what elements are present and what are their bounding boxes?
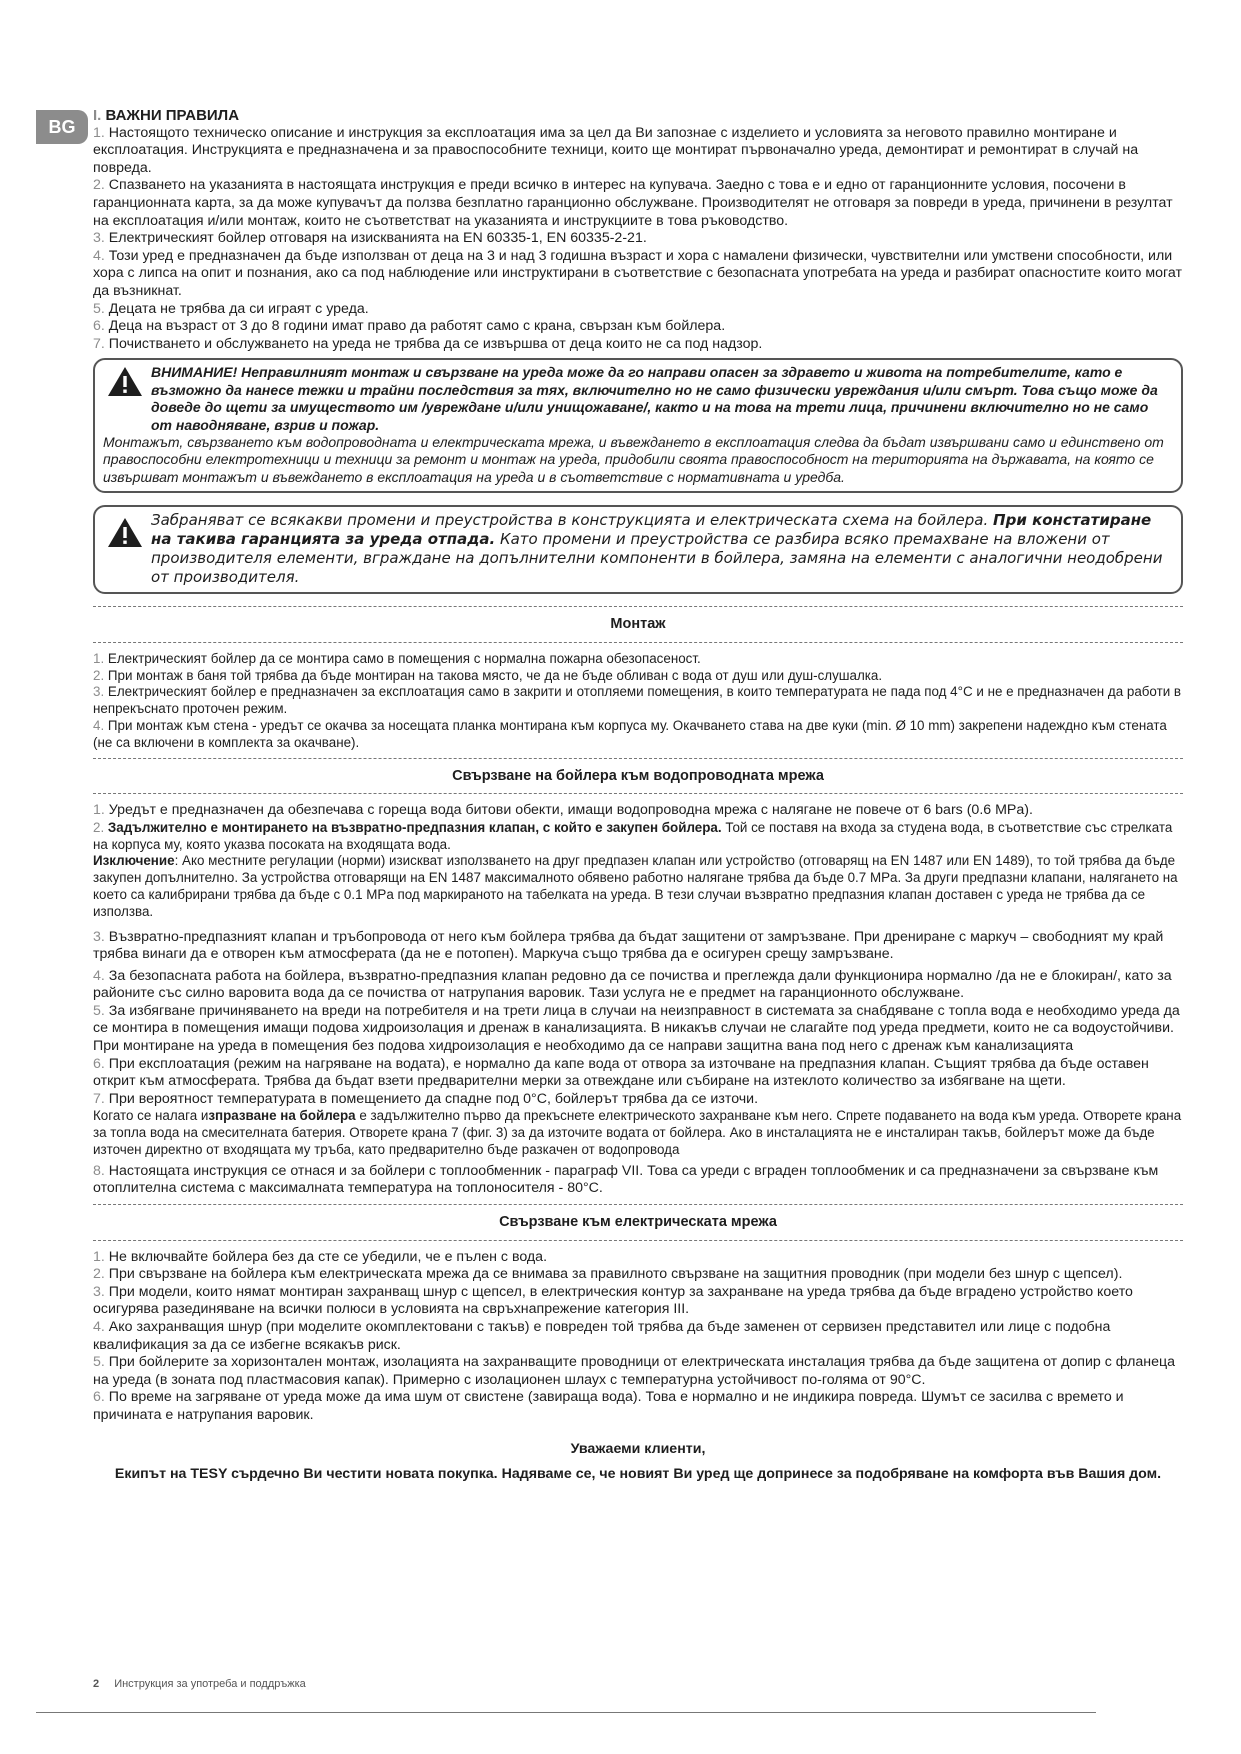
item-text: Възвратно-предпазният клапан и тръбопровода от него към бойлера трябва да бъдат защитени от замръзване. При дрениране с маркуч – свободният му край трябва винаги да е отворен към атмосферата (да не е потопен). Маркуча също трябва да е осигурен срещу замръзване.: [93, 928, 1164, 963]
item-number: 2.: [93, 819, 105, 835]
item-number: 3.: [93, 230, 105, 247]
rule-item: [93, 248, 1183, 301]
warning-text-bold: При констатиране на такива гаранцията за уреда отпада.: [151, 511, 1152, 549]
item-text: Електрическият бойлер отговаря на изискванията на EN 60335-1, EN 60335-2-21.: [108, 230, 647, 247]
language-tab: BG: [36, 110, 88, 144]
rules-list: [93, 125, 1183, 354]
item-text: Децата не трябва да си играят с уреда.: [108, 300, 369, 317]
item-number: 3.: [93, 1283, 105, 1300]
water-item: [93, 1091, 1183, 1109]
electric-list: [93, 1249, 1183, 1425]
item-number: 1.: [93, 802, 105, 819]
spacer: [93, 643, 1183, 651]
item-text: Не включвайте бойлера без да сте се убедили, че е пълен с вода.: [108, 1248, 548, 1265]
item-text: При вероятност температурата в помещението да спадне под 0°C, бойлерът трябва да се източи.: [108, 1090, 759, 1107]
electric-item: [93, 1266, 1183, 1284]
item-number: 5.: [93, 1354, 105, 1371]
item-number: 4.: [93, 1318, 105, 1335]
rule-item: [93, 125, 1183, 178]
rule-item: [93, 230, 1183, 248]
exception-paragraph: [93, 853, 1183, 920]
page-footer: [93, 1678, 306, 1690]
electric-item: [93, 1319, 1183, 1354]
montage-item: [93, 668, 1183, 685]
exception-text: : Ако местните регулации (норми) изискват използването на друг предпазен клапан или устройство (отговарящ на EN 1487 или EN 1489), то той трябва да бъде закупен допълнително. За устройства отговарящи на EN 1487 максималното обявено работно налягане трябва да бъде 0.7 MPa. За други предпазни клапани, налягането на което са калибрирани трябва да бъде с 0.1 MPa под маркираното на табелката на уреда. В тези случаи възвратно предпазния клапан доставен с уреда не трябва да се използва.: [93, 853, 1178, 919]
rule-item: [93, 318, 1183, 336]
item-number: 2.: [93, 177, 105, 194]
section-title-text: ВАЖНИ ПРАВИЛА: [105, 107, 240, 124]
item-number: 1.: [93, 124, 105, 141]
spacer: [93, 1241, 1183, 1249]
montage-item: [93, 684, 1183, 718]
montage-item: [93, 651, 1183, 668]
closing-message: Екипът на TESY сърдечно Ви честити новата покупка. Надяваме се, че новият Ви уред ще допринесе за подобряване на комфорта във Вашия дом.: [114, 1466, 1162, 1483]
item-number: 3.: [93, 928, 105, 945]
warning-text-part2: Като промени и преустройства се разбира всяко премахване на вложени от производителя елементи, вграждане на допълнителни компоненти в бойлера, замяна на елементи с аналогични неодобрени от производителя.: [151, 530, 1163, 587]
warning-triangle-icon: [107, 366, 143, 397]
electric-item: [93, 1284, 1183, 1319]
item-number: 1.: [93, 1248, 105, 1265]
drain-paragraph: [93, 1108, 1183, 1158]
montage-item: [93, 718, 1183, 752]
item-text: Електрическият бойлер е предназначен за експлоатация само в закрити и отопляеми помещения, в които температурата не пада под 4°C и не е предназначен да работи в непрекъснато проточен режим.: [93, 684, 1182, 717]
item-number: 1.: [93, 650, 105, 666]
warning-box-modifications: [93, 505, 1183, 594]
water-item: [93, 802, 1183, 820]
rule-item: [93, 336, 1183, 354]
warning-text-part1: Забраняват се всякакви промени и преустройства в конструкцията и електрическата схема на бойлера.: [151, 511, 994, 530]
spacer: [93, 794, 1183, 802]
water-item: [93, 1056, 1183, 1091]
item-number: 6.: [93, 1055, 105, 1072]
subsection-title-montage: Монтаж: [610, 616, 666, 633]
rule-item: [93, 301, 1183, 319]
warning-box-installation: [93, 358, 1183, 493]
item-number: 5.: [93, 1002, 105, 1019]
warning-normal-text: Монтажът, свързването към водопроводната и електрическата мрежа, и въвеждането в експлоатация следва да бъдат извършвани само и единствено от правоспособни електротехници и техници за ремонт и монтаж на уреда, придобили своята правоспособност на територията на държавата, на която се извършват монтажът и въвеждането в експлоатация на уреда и в съответствие с нормативната и уредба.: [103, 433, 1164, 485]
warning-modifications-paragraph: [103, 511, 1173, 587]
item-text: По време на загряване от уреда може да има шум от свистене (завираща вода). Това е нормално и не индикира повреда. Шумът се засилва с времето и причината е натрупания варовик.: [93, 1389, 1124, 1423]
item-number: 6.: [93, 1389, 105, 1406]
drain-text-part2: е задължително първо да прекъснете електрическото захранване към него. Спрете подаването на вода към уреда. Отворете крана за топла вода на смесителната батерия. Отворете крана 7 (фиг. 3) за да източите водата от бойлера. Ако в инсталацията не е инсталиран такъв, бойлерът може да бъде източен директно от входящата му тръба, като предварително бъде разкачен от водопровода: [93, 1108, 1182, 1158]
water-item: [93, 820, 1183, 854]
item-text: При експлоатация (режим на нагряване на водата), е нормално да капе вода от отвора за източване на предпазния клапан. Същият трябва да бъде оставен открит към атмосферата. Трябва да бъдат взети предварителни мерки за отвеждане или събиране на изтеклото количество за избягване на щети.: [93, 1055, 1149, 1090]
spacer: [93, 921, 1183, 929]
item-bold-text: Задължително е монтирането на възвратно-предпазния клапан, с който е закупен бойлера.: [107, 819, 722, 835]
item-text: При модели, които нямат монтиран захранващ шнур с щепсел, в електрическия контур за захранване на уреда трябва да бъде вградено устройство което осигурява разединяване на всички полюси в условията на свръхнапрежение категория III.: [93, 1283, 1133, 1318]
water-item: [93, 929, 1183, 964]
item-number: 4.: [93, 967, 105, 984]
content: [93, 107, 1183, 1484]
item-text: Деца на възраст от 3 до 8 години имат право да работят само с крана, свързан към бойлера.: [108, 318, 726, 335]
item-number: 2.: [93, 667, 105, 683]
footer-text: Инструкция за употреба и поддръжка: [114, 1678, 306, 1690]
spacer: [93, 1458, 1183, 1466]
section-title: [93, 107, 1183, 125]
item-number: 8.: [93, 1162, 105, 1179]
item-text: Настоящото техническо описание и инструкция за експлоатация има за цел да Ви запознае с изделието и условията за неговото правилно монтиране и експлоатация. Инструкцията е предназначена и за правоспособните техници, които ще монтират първоначално уреда, демонтират и ремонтират в случай на повреда.: [93, 124, 1139, 176]
footer-line: [36, 1712, 1096, 1713]
subsection-title-electric: Свързване към електрическата мрежа: [499, 1214, 777, 1231]
item-text: Електрическият бойлер да се монтира само в помещения с нормална пожарна обезопасеност.: [107, 650, 701, 666]
item-number: 7.: [93, 335, 105, 352]
page-number: 2: [93, 1678, 100, 1690]
item-text: При монтаж към стена - уредът се окачва за носещата планка монтирана към корпуса му. Окачването става на две куки (min. Ø 10 mm) закрепени надеждно към стената (не са включени в комплекта за окачване).: [93, 717, 1167, 750]
item-text: За безопасната работа на бойлера, възвратно-предпазния клапан редовно да се почиства и преглежда дали функционира нормално /да не е блокиран/, като за районите със силно варовита вода да се почиства от натрупания варовик. Тази услуга не е предмет на гаранционното обслужване.: [93, 967, 1172, 1002]
warning-triangle-icon: [107, 517, 143, 548]
item-number: 4.: [93, 247, 105, 264]
montage-list: [93, 651, 1183, 752]
spacer: [93, 1425, 1183, 1441]
item-text: Почистването и обслужването на уреда не трябва да се извършва от деца които не са под надзор.: [108, 335, 763, 352]
electric-item: [93, 1389, 1183, 1424]
item-text: За избягване причиняването на вреди на потребителя и на трети лица в случаи на неизправност в системата за снабдяване с топла вода е необходимо уреда да се монтира в помещения имащи подова хидроизолация и дренаж в канализацията. В никакъв случаи не слагайте под уреда предмети, които не са водоустойчиви. При монтиране на уреда в помещения без подова хидроизолация е необходимо да се направи защитна вана под него с дренаж към канализацията: [93, 1002, 1180, 1055]
item-text: При свързване на бойлера към електрическата мрежа да се внимава за правилното свързване на защитния проводник (при модели без шнур с щепсел).: [108, 1266, 1123, 1283]
item-text: Уредът е предназначен да обезпечава с гореща вода битови обекти, имащи водопроводна мрежа с налягане не повече от 6 bars (0.6 MPa).: [108, 802, 1033, 819]
item-number: 5.: [93, 300, 105, 317]
water-item: [93, 968, 1183, 1003]
item-number: 3.: [93, 684, 105, 700]
subsection-title-water: Свързване на бойлера към водопроводната мрежа: [452, 767, 824, 784]
drain-text-bold: зпразване на бойлера: [208, 1108, 356, 1124]
closing-greeting: Уважаеми клиенти,: [570, 1440, 706, 1457]
item-number: 6.: [93, 318, 105, 335]
item-text: При бойлерите за хоризонтален монтаж, изолацията на захранващите проводници от електрическата инсталация трябва да бъде защитена от допир с фланеца на уреда (в зоната под пластмасовия капак). Примерно с изолационен шлаух с температурна устойчивост по-голяма от 90°C.: [93, 1354, 1176, 1388]
warning-bold-paragraph: [103, 364, 1173, 434]
water-item: [93, 1003, 1183, 1056]
item-text: Спазването на указанията в настоящата инструкция е преди всичко в интерес на купувача. Заедно с това е и едно от гаранционните условия, посочени в гаранционната карта, за да може купувачът да ползва безплатно гаранционно обслужване. Производителят не отговаря за повреди в уреда, причинени в резултат на експлоатация и/или монтаж, които не съответстват на указанията и инструкциите в това ръководство.: [93, 177, 1173, 229]
electric-item: [93, 1354, 1183, 1389]
water-list: [93, 802, 1183, 1198]
section-number: I.: [93, 107, 102, 124]
electric-item: [93, 1249, 1183, 1267]
item-number: 4.: [93, 717, 105, 733]
item-text: Настоящата инструкция се отнася и за бойлери с топлообменник - параграф VII. Това са уреди с вграден топлообменик и са предназначени за свързване към отоплителна система с максималната температура на топлоносителя - 80°C.: [93, 1162, 1159, 1197]
drain-text-part1: Когато се налага и: [93, 1108, 209, 1124]
rule-item: [93, 177, 1183, 230]
water-item: [93, 1163, 1183, 1198]
item-text: При монтаж в баня той трябва да бъде монтиран на такова място, че да не бъде обливан с вода от душ или душ-слушалка.: [107, 667, 883, 683]
item-number: 2.: [93, 1266, 105, 1283]
exception-label: Изключение: [93, 853, 175, 869]
item-number: 7.: [93, 1090, 105, 1107]
item-text: Той се поставя на входа за студена вода, в съответствие със стрелката на корпуса му, която указва посоката на входящата вода.: [93, 819, 1173, 852]
warning-bold-text: ВНИМАНИЕ! Неправилният монтаж и свързване на уреда може да го направи опасен за здравето и живота на потребителите, като е възможно да нанесе тежки и трайни последствия за тях, включително но не само физически увреждания и/или смърт. Това също може да доведе до щети за имуществото им /увреждане и/или унищожаване/, както и на това на трети лица, причинени включително но не само от наводняване, взрив и пожар.: [151, 364, 1158, 433]
item-text: Този уред е предназначен да бъде използван от деца на 3 и над 3 годишна възраст и хора с намалени физически, чувствителни или умствени способности, или хора с липса на опит и познания, ако са под наблюдение или инструктирани в съответствие с безопасната употребата на уреда и разбират опасностите които могат да възникнат.: [93, 247, 1182, 299]
item-text: Ако захранващия шнур (при моделите окомплектовани с такъв) е повреден той трябва да бъде заменен от сервизен представител или лице с подобна квалификация за да се избегне всякакъв риск.: [93, 1318, 1111, 1353]
